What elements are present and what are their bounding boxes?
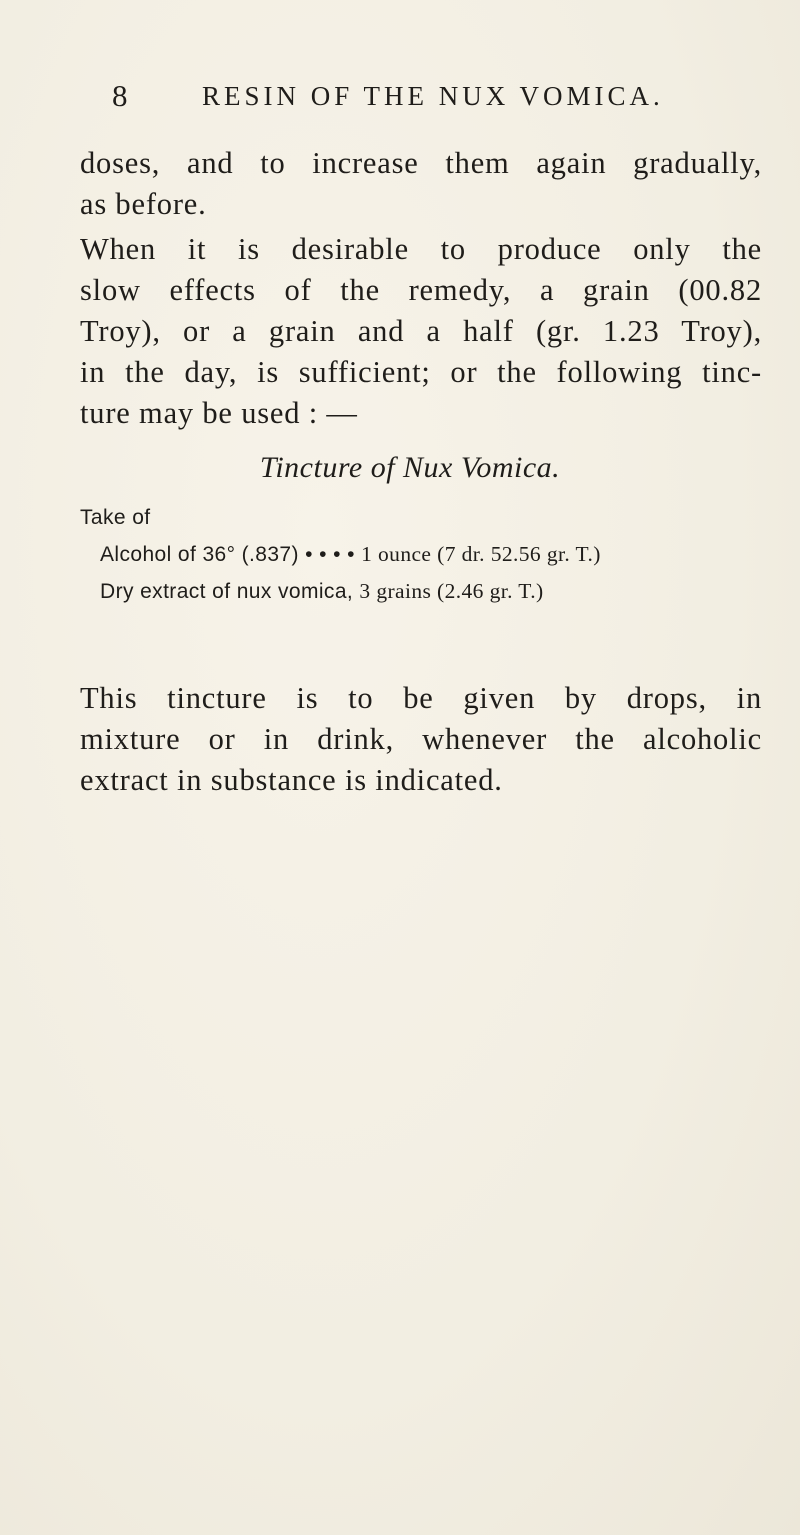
text-line: When it is desirable to produce only the — [80, 232, 762, 266]
text-line: doses, and to increase them again gradually, — [80, 146, 762, 180]
usage-paragraph — [80, 678, 762, 801]
running-title: RESIN OF THE NUX VOMICA. — [202, 81, 664, 111]
text-line: as before. — [80, 187, 207, 221]
page-number: 8 — [112, 78, 128, 113]
ingredient-name: Dry extract of nux vomica, — [100, 580, 354, 603]
continuation-paragraph — [80, 143, 762, 225]
recipe-ingredient — [100, 574, 544, 609]
ingredient-quantity: 1 ounce (7 dr. 52.56 gr. T.) — [361, 542, 601, 566]
text-line: Troy), or a grain and a half (gr. 1.23 Troy), — [80, 314, 762, 348]
ingredient-quantity: 3 grains (2.46 gr. T.) — [359, 579, 544, 603]
text-line: in the day, is sufficient; or the following tinc- — [80, 355, 762, 389]
recipe-title: Tincture of Nux Vomica. — [259, 451, 561, 484]
text-line: slow effects of the remedy, a grain (00.82 — [80, 273, 762, 307]
recipe-intro: Take of — [80, 506, 151, 529]
text-line: extract in substance is indicated. — [80, 763, 503, 797]
recipe-ingredient — [100, 537, 601, 572]
text-line: ture may be used : — — [80, 396, 358, 430]
text-line: This tincture is to be given by drops, in — [80, 681, 762, 715]
running-head — [112, 76, 752, 116]
slow-effects-paragraph — [80, 229, 762, 434]
ingredient-name: Alcohol of 36° (.837) • • • • — [100, 543, 355, 566]
text-line: mixture or in drink, whenever the alcoholic — [80, 722, 762, 756]
